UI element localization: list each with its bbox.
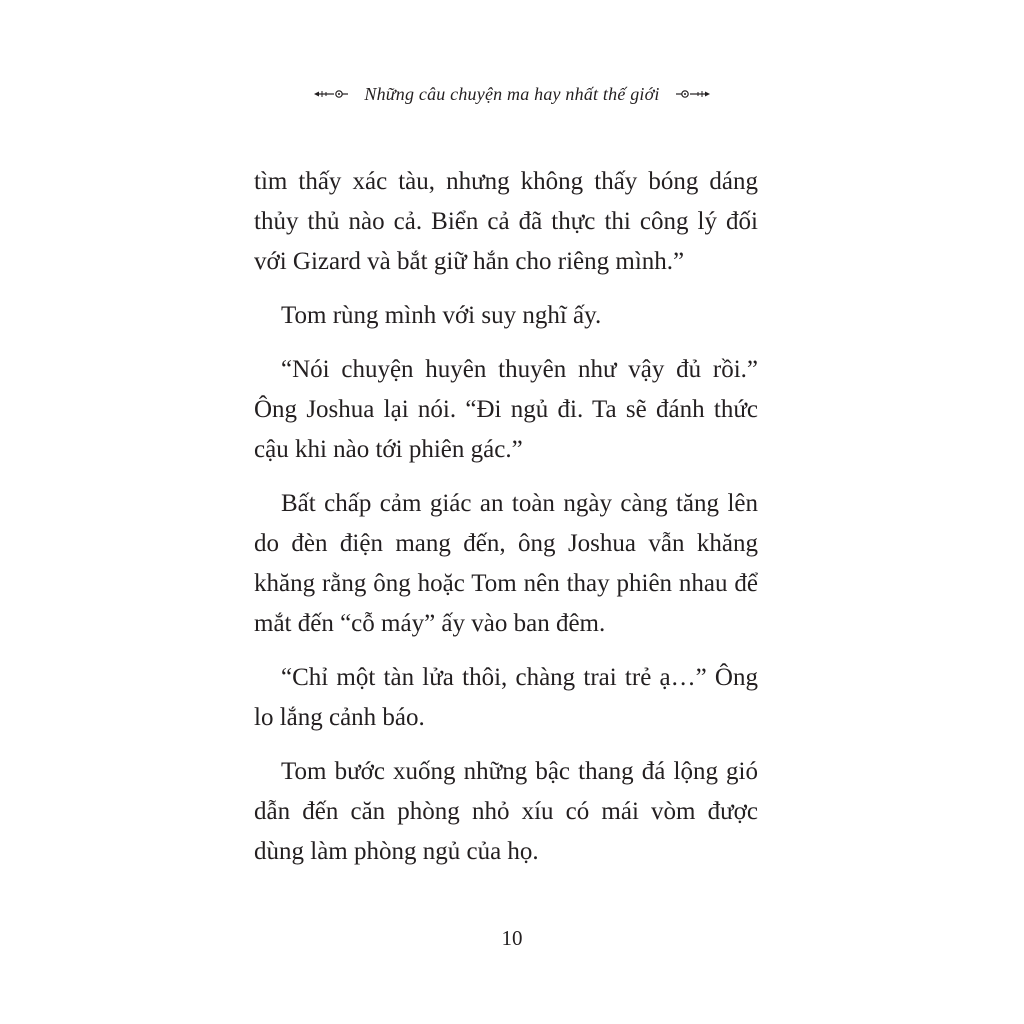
paragraph: Tom rùng mình với suy nghĩ ấy.	[281, 302, 602, 329]
scroll-flourish-icon	[312, 88, 350, 100]
running-header	[0, 80, 1024, 108]
scroll-flourish-icon	[674, 88, 712, 100]
paragraph: tìm thấy xác tàu, nhưng không thấy bóng dáng thủy thủ nào cả. Biển cả đã thực thi công lý đối với Gizard và bắt giữ hắn cho riêng mình.”	[254, 168, 758, 275]
running-header-title: Những câu chuyện ma hay nhất thế giới	[364, 83, 660, 104]
paragraph: “Nói chuyện huyên thuyên như vậy đủ rồi.” Ông Joshua lại nói. “Đi ngủ đi. Ta sẽ đánh thức cậu khi nào tới phiên gác.”	[254, 356, 758, 463]
paragraph: “Chỉ một tàn lửa thôi, chàng trai trẻ ạ…” Ông lo lắng cảnh báo.	[254, 664, 758, 731]
paragraph: Tom bước xuống những bậc thang đá lộng gió dẫn đến căn phòng nhỏ xíu có mái vòm được dùng làm phòng ngủ của họ.	[254, 758, 758, 865]
body-text	[254, 162, 758, 886]
paragraph: Bất chấp cảm giác an toàn ngày càng tăng lên do đèn điện mang đến, ông Joshua vẫn khăng khăng rằng ông hoặc Tom nên thay phiên nhau để mắt đến “cỗ máy” ấy vào ban đêm.	[254, 490, 758, 637]
page-number: 10	[501, 926, 523, 950]
